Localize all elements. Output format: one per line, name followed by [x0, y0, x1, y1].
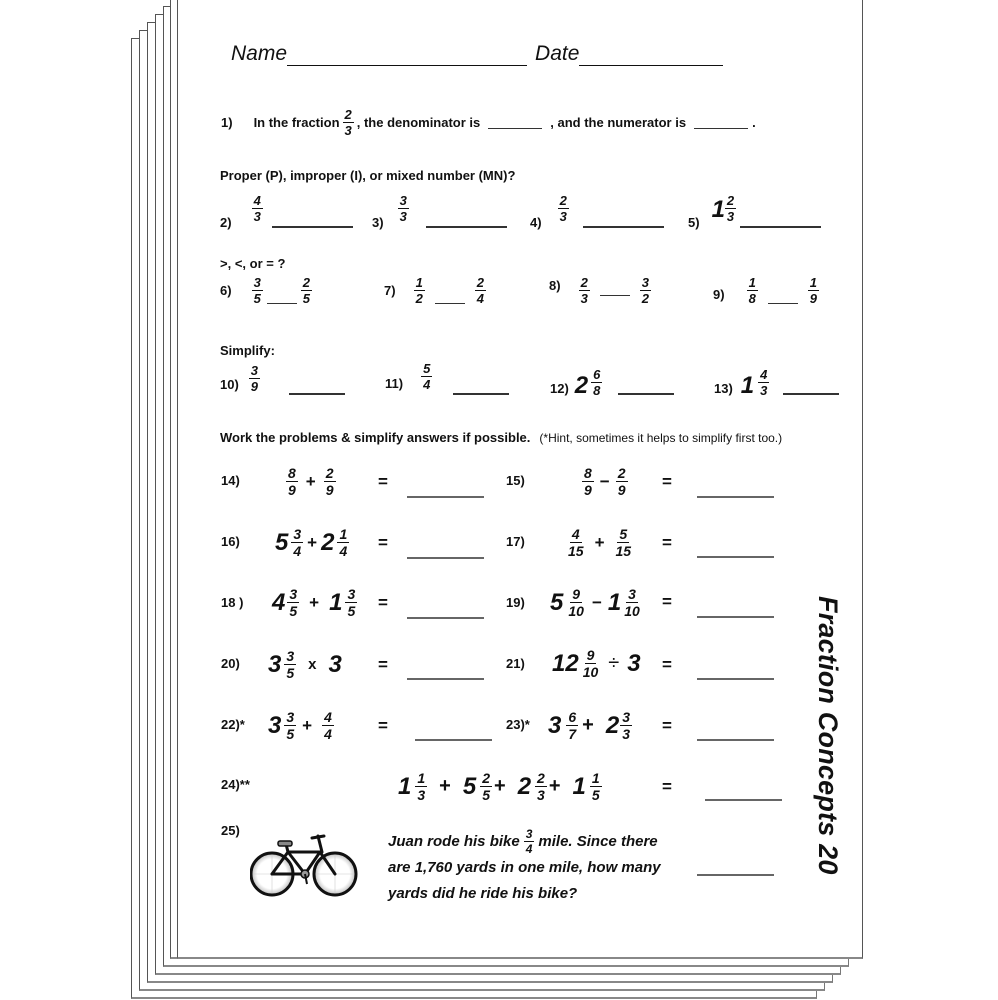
- pim-answer-blank-4[interactable]: [583, 226, 664, 228]
- problem-24-expression: 1 $\frac{1}{3}$ + 5 $\frac{2}{5}$ + 2 $\frac{2}{3}$ + 1 $\frac{1}{5}$: [398, 770, 600, 803]
- name-date-header: [231, 42, 723, 66]
- compare-fraction-a: $\frac{2}{3}$: [580, 275, 588, 306]
- problem-14-number: 14): [221, 473, 240, 488]
- pim-fraction: $\frac{2}{3}$: [559, 193, 567, 224]
- fraction: $\frac{2}{9}$: [617, 465, 626, 498]
- simplify-fraction: $\frac{6}{8}$: [593, 366, 601, 398]
- fraction: $\frac{3}{5}$: [289, 586, 298, 619]
- simplify-item-12: 12) 2 $\frac{6}{8}$: [550, 366, 601, 399]
- pim-answer-blank-5[interactable]: [740, 226, 821, 228]
- equals-sign: =: [378, 655, 388, 674]
- fraction: $\frac{4}{4}$: [324, 709, 332, 742]
- answer-blank-15[interactable]: [697, 496, 774, 498]
- equals-sign: =: [662, 533, 672, 552]
- answer-blank-19[interactable]: [697, 616, 774, 618]
- compare-fraction-b: $\frac{2}{4}$: [476, 275, 485, 306]
- fraction: $\frac{9}{10}$: [582, 647, 599, 680]
- simplify-answer-blank-12[interactable]: [618, 393, 674, 395]
- equals-sign: =: [662, 716, 672, 735]
- fraction: $\frac{1}{5}$: [591, 770, 600, 803]
- question-1: [221, 108, 756, 137]
- date-label: Date: [535, 42, 580, 65]
- pim-item-5: 5) 1 $\frac{2}{3}$: [688, 193, 735, 230]
- q1-denominator-blank[interactable]: [488, 116, 542, 129]
- fraction: $\frac{3}{5}$: [286, 709, 295, 742]
- compare-fraction-a: $\frac{1}{8}$: [748, 275, 756, 306]
- simplify-fraction: $\frac{5}{4}$: [423, 361, 431, 392]
- problem-21-expression: 12 $\frac{9}{10}$ ÷ 3: [552, 647, 641, 680]
- compare-fraction-b: $\frac{1}{9}$: [809, 275, 818, 306]
- problem-18-number: 18 ): [221, 595, 244, 610]
- problem-16-number: 16): [221, 534, 240, 549]
- fraction: $\frac{4}{15}$: [568, 526, 584, 559]
- fraction: $\frac{1}{3}$: [417, 770, 426, 803]
- simplify-answer-blank-13[interactable]: [783, 393, 839, 395]
- problem-25-line-3: yards did he ride his bike?: [388, 885, 578, 902]
- fraction: $\frac{3}{4}$: [525, 827, 533, 856]
- worksheet-title: Fraction Concepts 20: [813, 596, 843, 875]
- simplify-item-13: 13) 1 $\frac{4}{3}$: [714, 366, 768, 399]
- answer-blank-25[interactable]: [697, 874, 774, 876]
- fraction: $\frac{2}{3}$: [537, 770, 545, 803]
- fraction: $\frac{9}{10}$: [568, 586, 584, 619]
- section-heading-proper-improper: Proper (P), improper (I), or mixed number (MN)?: [220, 168, 516, 183]
- q1-text-before: In the fraction: [253, 115, 340, 130]
- fraction: $\frac{3}{5}$: [347, 586, 356, 619]
- work-hint: (*Hint, sometimes it helps to simplify first too.): [539, 430, 783, 445]
- q1-text-end: .: [752, 115, 756, 130]
- problem-25-line-1: Juan rode his bike $\frac{3}{4}$ mile. Since there: [388, 827, 658, 856]
- problem-19-expression: 5 $\frac{9}{10}$ − 1 $\frac{3}{10}$: [550, 586, 640, 619]
- compare-blank-6[interactable]: [267, 289, 297, 304]
- compare-fraction-a: $\frac{1}{2}$: [415, 275, 423, 306]
- problem-15-expression: $\frac{8}{9}$ − $\frac{2}{9}$: [584, 465, 626, 498]
- compare-item-7: 7) $\frac{1}{2}$ $\frac{2}{4}$: [384, 275, 485, 306]
- answer-blank-22[interactable]: [415, 739, 492, 741]
- pim-fraction: $\frac{3}{3}$: [399, 193, 407, 224]
- fraction: $\frac{6}{7}$: [568, 709, 577, 742]
- section-heading-simplify: Simplify:: [220, 343, 275, 358]
- pim-item-3: 3) $\frac{3}{3}$: [372, 193, 407, 230]
- name-field[interactable]: [287, 43, 527, 66]
- answer-blank-21[interactable]: [697, 678, 774, 680]
- equals-sign: =: [662, 472, 672, 491]
- equals-sign: =: [662, 777, 672, 796]
- answer-blank-16[interactable]: [407, 557, 484, 559]
- problem-19-number: 19): [506, 595, 525, 610]
- equals-sign: =: [662, 655, 672, 674]
- compare-fraction-b: $\frac{3}{2}$: [641, 275, 650, 306]
- compare-blank-7[interactable]: [435, 289, 465, 304]
- pim-item-4: 4) $\frac{2}{3}$: [530, 193, 567, 230]
- fraction: $\frac{2}{9}$: [325, 465, 334, 498]
- problem-18-expression: 4 $\frac{3}{5}$ + 1 $\frac{3}{5}$: [272, 586, 356, 619]
- fraction: $\frac{1}{4}$: [339, 526, 348, 559]
- simplify-fraction: $\frac{4}{3}$: [760, 366, 768, 398]
- problem-20-number: 20): [221, 656, 240, 671]
- problem-25-number: 25): [221, 823, 240, 838]
- simplify-item-11: 11) $\frac{5}{4}$: [385, 361, 431, 392]
- equals-sign: =: [378, 716, 388, 735]
- problem-23-number: 23)*: [506, 717, 530, 732]
- q1-numerator-blank[interactable]: [694, 116, 748, 129]
- compare-item-6: 6) $\frac{3}{5}$ $\frac{2}{5}$: [220, 275, 311, 306]
- compare-blank-8[interactable]: [600, 285, 630, 296]
- fraction: $\frac{5}{15}$: [615, 526, 632, 559]
- compare-blank-9[interactable]: [768, 289, 798, 304]
- problem-15-number: 15): [506, 473, 525, 488]
- problem-25-text: [388, 828, 661, 907]
- simplify-fraction: $\frac{3}{9}$: [250, 363, 259, 394]
- section-heading-work: [220, 430, 782, 445]
- fraction: $\frac{3}{3}$: [622, 709, 630, 742]
- problem-17-number: 17): [506, 534, 525, 549]
- q1-number: 1): [221, 115, 233, 130]
- simplify-answer-blank-11[interactable]: [453, 393, 509, 395]
- problem-22-expression: 3 $\frac{3}{5}$ + $\frac{4}{4}$: [268, 709, 332, 742]
- fraction: $\frac{3}{10}$: [624, 586, 640, 619]
- answer-blank-20[interactable]: [407, 678, 484, 680]
- date-field[interactable]: [579, 43, 723, 66]
- q1-text-mid2: , and the numerator is: [550, 115, 687, 130]
- pim-answer-blank-2[interactable]: [272, 226, 353, 228]
- answer-blank-24[interactable]: [705, 799, 782, 801]
- simplify-answer-blank-10[interactable]: [289, 393, 345, 395]
- equals-sign: =: [662, 592, 672, 611]
- pim-answer-blank-3[interactable]: [426, 226, 507, 228]
- compare-item-9: 9) $\frac{1}{8}$ $\frac{1}{9}$: [713, 275, 818, 306]
- problem-20-expression: 3 $\frac{3}{5}$ x 3: [268, 648, 342, 681]
- problem-24-number: 24)**: [221, 777, 250, 792]
- section-heading-compare: >, <, or = ?: [220, 256, 286, 271]
- problem-16-expression: 5 $\frac{3}{4}$ + 2 $\frac{1}{4}$: [275, 526, 348, 559]
- answer-blank-18[interactable]: [407, 617, 484, 619]
- work-heading: Work the problems & simplify answers if possible.: [220, 430, 531, 445]
- answer-blank-17[interactable]: [697, 556, 774, 558]
- simplify-item-10: 10) $\frac{3}{9}$: [220, 363, 259, 394]
- answer-blank-14[interactable]: [407, 496, 484, 498]
- name-label: Name: [231, 42, 288, 65]
- fraction: $\frac{8}{9}$: [288, 465, 296, 498]
- problem-14-expression: $\frac{8}{9}$ + $\frac{2}{9}$: [288, 465, 334, 498]
- compare-item-8: 8) $\frac{2}{3}$ $\frac{3}{2}$: [549, 275, 650, 306]
- problem-17-expression: $\frac{4}{15}$ + $\frac{5}{15}$: [568, 526, 632, 559]
- fraction: $\frac{8}{9}$: [584, 465, 592, 498]
- problem-23-expression: 3 $\frac{6}{7}$ + 2 $\frac{3}{3}$: [548, 709, 630, 742]
- q1-text-mid: , the denominator is: [356, 115, 481, 130]
- problem-22-number: 22)*: [221, 717, 245, 732]
- problem-25-line-2: are 1,760 yards in one mile, how many: [388, 859, 661, 876]
- pim-fraction: $\frac{4}{3}$: [253, 193, 261, 224]
- problem-21-number: 21): [506, 656, 525, 671]
- fraction: $\frac{3}{5}$: [286, 648, 295, 681]
- equals-sign: =: [378, 593, 388, 612]
- pim-fraction: $\frac{2}{3}$: [726, 193, 735, 224]
- fraction: $\frac{3}{4}$: [293, 526, 302, 559]
- fraction: $\frac{2}{5}$: [482, 770, 490, 803]
- bicycle-icon: [250, 830, 360, 900]
- answer-blank-23[interactable]: [697, 739, 774, 741]
- equals-sign: =: [378, 472, 388, 491]
- equals-sign: =: [378, 533, 388, 552]
- pim-item-2: 2) $\frac{4}{3}$: [220, 193, 261, 230]
- q1-fraction: $\frac{2}{3}$: [344, 107, 352, 138]
- compare-fraction-b: $\frac{2}{5}$: [302, 275, 311, 306]
- compare-fraction-a: $\frac{3}{5}$: [253, 275, 261, 306]
